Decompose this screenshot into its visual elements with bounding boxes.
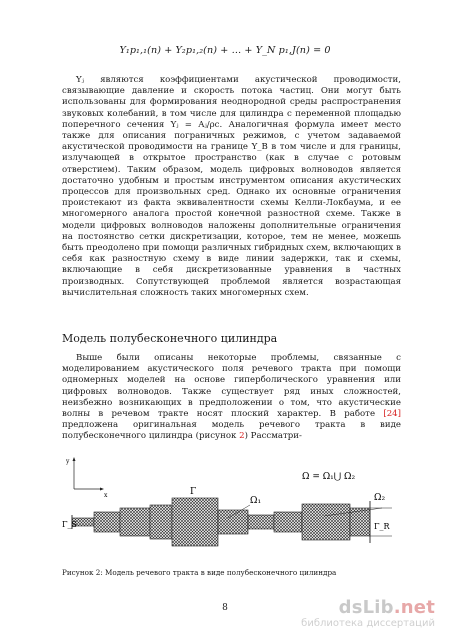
watermark-logo (301, 598, 435, 618)
axes (65, 457, 108, 499)
omega2-label: Ω₂ (374, 493, 386, 503)
paragraph2-text-a: Выше были описаны некоторые проблемы, связанные с моделированием акустического поля речевого тракта при помощи одномерных моделей на основе гиперболического уравнения или цифровых волноводов. Также существует ряд иных сложностей, неизбежно возникающих в предположении о том, что акустические волны в речевом тракте носят плоский характер. В работе (62, 353, 401, 420)
omega1-label: Ω₁ (250, 496, 262, 506)
gamma-s-label: Γ_S (62, 520, 78, 529)
vocal-tract-shape (72, 498, 370, 546)
paragraph2-text-b: предложена оригинальная модель речевого тракта в виде полубесконечного цилиндра (рисунок (62, 420, 401, 442)
figure-reference-link[interactable]: 2 (239, 431, 245, 442)
watermark-logo-main: dsLib (338, 597, 394, 618)
watermark-logo-domain: .net (393, 597, 435, 618)
axis-x-label: x (104, 492, 108, 499)
paragraph-semi-infinite-cylinder (62, 353, 401, 443)
equation: Y₁p₁,₁(n) + Y₂p₁,₂(n) + … + Y_N p₁,J(n) = 0 (119, 45, 331, 56)
watermark-subtitle: библиотека диссертаций (301, 618, 435, 629)
paragraph-acoustic-conductivity: Yⱼ являются коэффициентами акустической проводимости, связывающие давление и скорость потока частиц. Они могут быть использованы для формирования неоднородной среды распространения звуковых колебаний, в том числе для цилиндра с переменной площадью поперечного сечения Yⱼ = Aⱼ/ρc. Аналогичная формула имеет место также для описания пограничных режимов, с учетом задаваемой акустической проводимости на границе Y_B в том числе и для границы, излучающей в открытое пространство (как в случае с ротовым отверстием). Таким образом, модель цифровых волноводов является достаточно удобным и простым инструментом описания акустических процессов для произвольных сред. Однако их основные ограничения проистекают из факта эквивалентности схемы Келли-Локбаума, и ее многомерного аналога простой конечной разностной схеме. Также в модели цифровых волноводов наложены дополнительные ограничения на постоянство сетки дискретизации, которое, тем не менее, можешь быть преодолено при помощи различных гибридных схем, включающих в себя как разностную схему в виде линии задержки, так и схемы, включающие в себя дискретизованные уравнения в частных производных. Сопутствующей проблемой является возрастающая вычислительная сложность таких многомерных схем. (62, 75, 401, 298)
vocal-tract-figure (62, 455, 401, 555)
gamma-label: Γ (190, 487, 197, 497)
domain-equation-label: Ω = Ω₁⋃ Ω₂ (302, 472, 356, 482)
page-number: 8 (222, 603, 228, 613)
axis-y-label: y (66, 458, 70, 465)
gamma-r-label: Γ_R (374, 522, 390, 531)
figure-caption: Рисунок 2: Модель речевого тракта в виде полубесконечного цилиндра (62, 568, 337, 577)
citation-link[interactable]: [24] (383, 409, 401, 420)
paragraph2-text-c: ) Рассматри- (244, 431, 302, 442)
section-heading: Модель полубесконечного цилиндра (62, 332, 278, 345)
watermark (301, 598, 435, 630)
